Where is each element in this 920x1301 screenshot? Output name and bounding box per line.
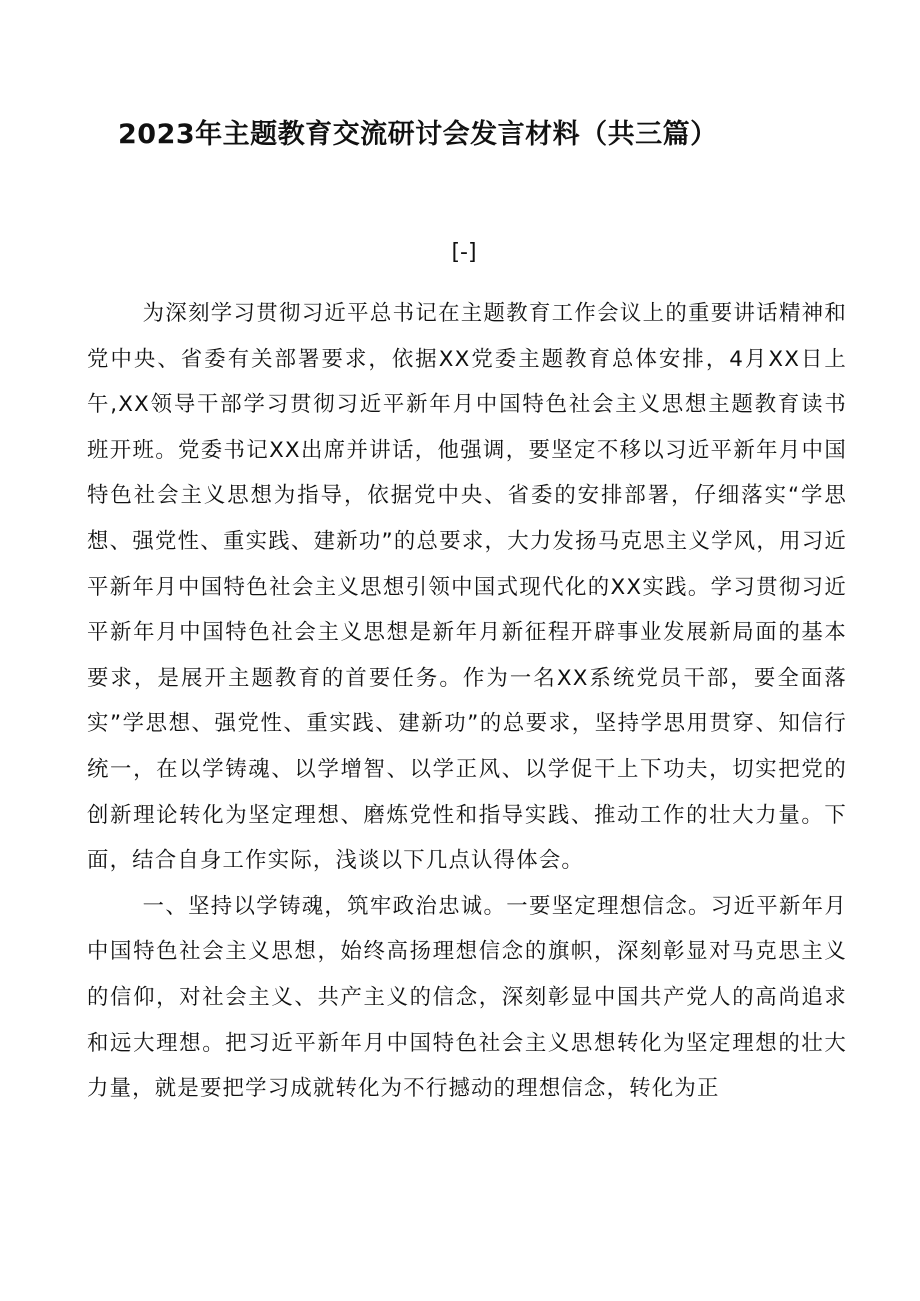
document-title: 2023年主题教育交流研讨会发言材料（共三篇） — [118, 119, 718, 150]
paragraph: 一、坚持以学铸魂，筑牢政治忠诚。一要坚定理想信念。习近平新年月中国特色社会主义思想，始终高扬理想信念的旗帜，深刻彰显对马克思主义的信仰，对社会主义、共产主义的信念，深刻彰显中国共产党人的高尚追求和远大理想。把习近平新年月中国特色社会主义思想转化为坚定理想的壮大力量，就是要把学习成就转化为不行撼动的理想信念，转化为正 — [87, 893, 847, 1102]
paragraph: 为深刻学习贯彻习近平总书记在主题教育工作会议上的重要讲话精神和党中央、省委有关部署要求，依据XX党委主题教育总体安排，4月XX日上午,XX领导干部学习贯彻习近平新年月中国特色社会主义思想主题教育读书班开班。党委书记XX出席并讲话，他强调，要坚定不移以习近平新年月中国特色社会主义思想为指导，依据党中央、省委的安排部署，仔细落实“学思想、强党性、重实践、建新功”的总要求，大力发扬马克思主义学风，用习近平新年月中国特色社会主义思想引领中国式现代化的XX实践。学习贯彻习近平新年月中国特色社会主义思想是新年月新征程开辟事业发展新局面的基本要求，是展开主题教育的首要任务。作为一名XX系统党员干部，要全面落实”学思想、强党性、重实践、建新功”的总要求，坚持学思用贯穿、知信行统一，在以学铸魂、以学增智、以学正风、以学促干上下功夫，切实把党的创新理论转化为坚定理想、磨炼党性和指导实践、推动工作的壮大力量。下面，结合自身工作实际，浅谈以下几点认得体会。 — [87, 301, 847, 874]
section-marker: [-] — [451, 240, 477, 265]
document-body — [87, 291, 847, 1112]
